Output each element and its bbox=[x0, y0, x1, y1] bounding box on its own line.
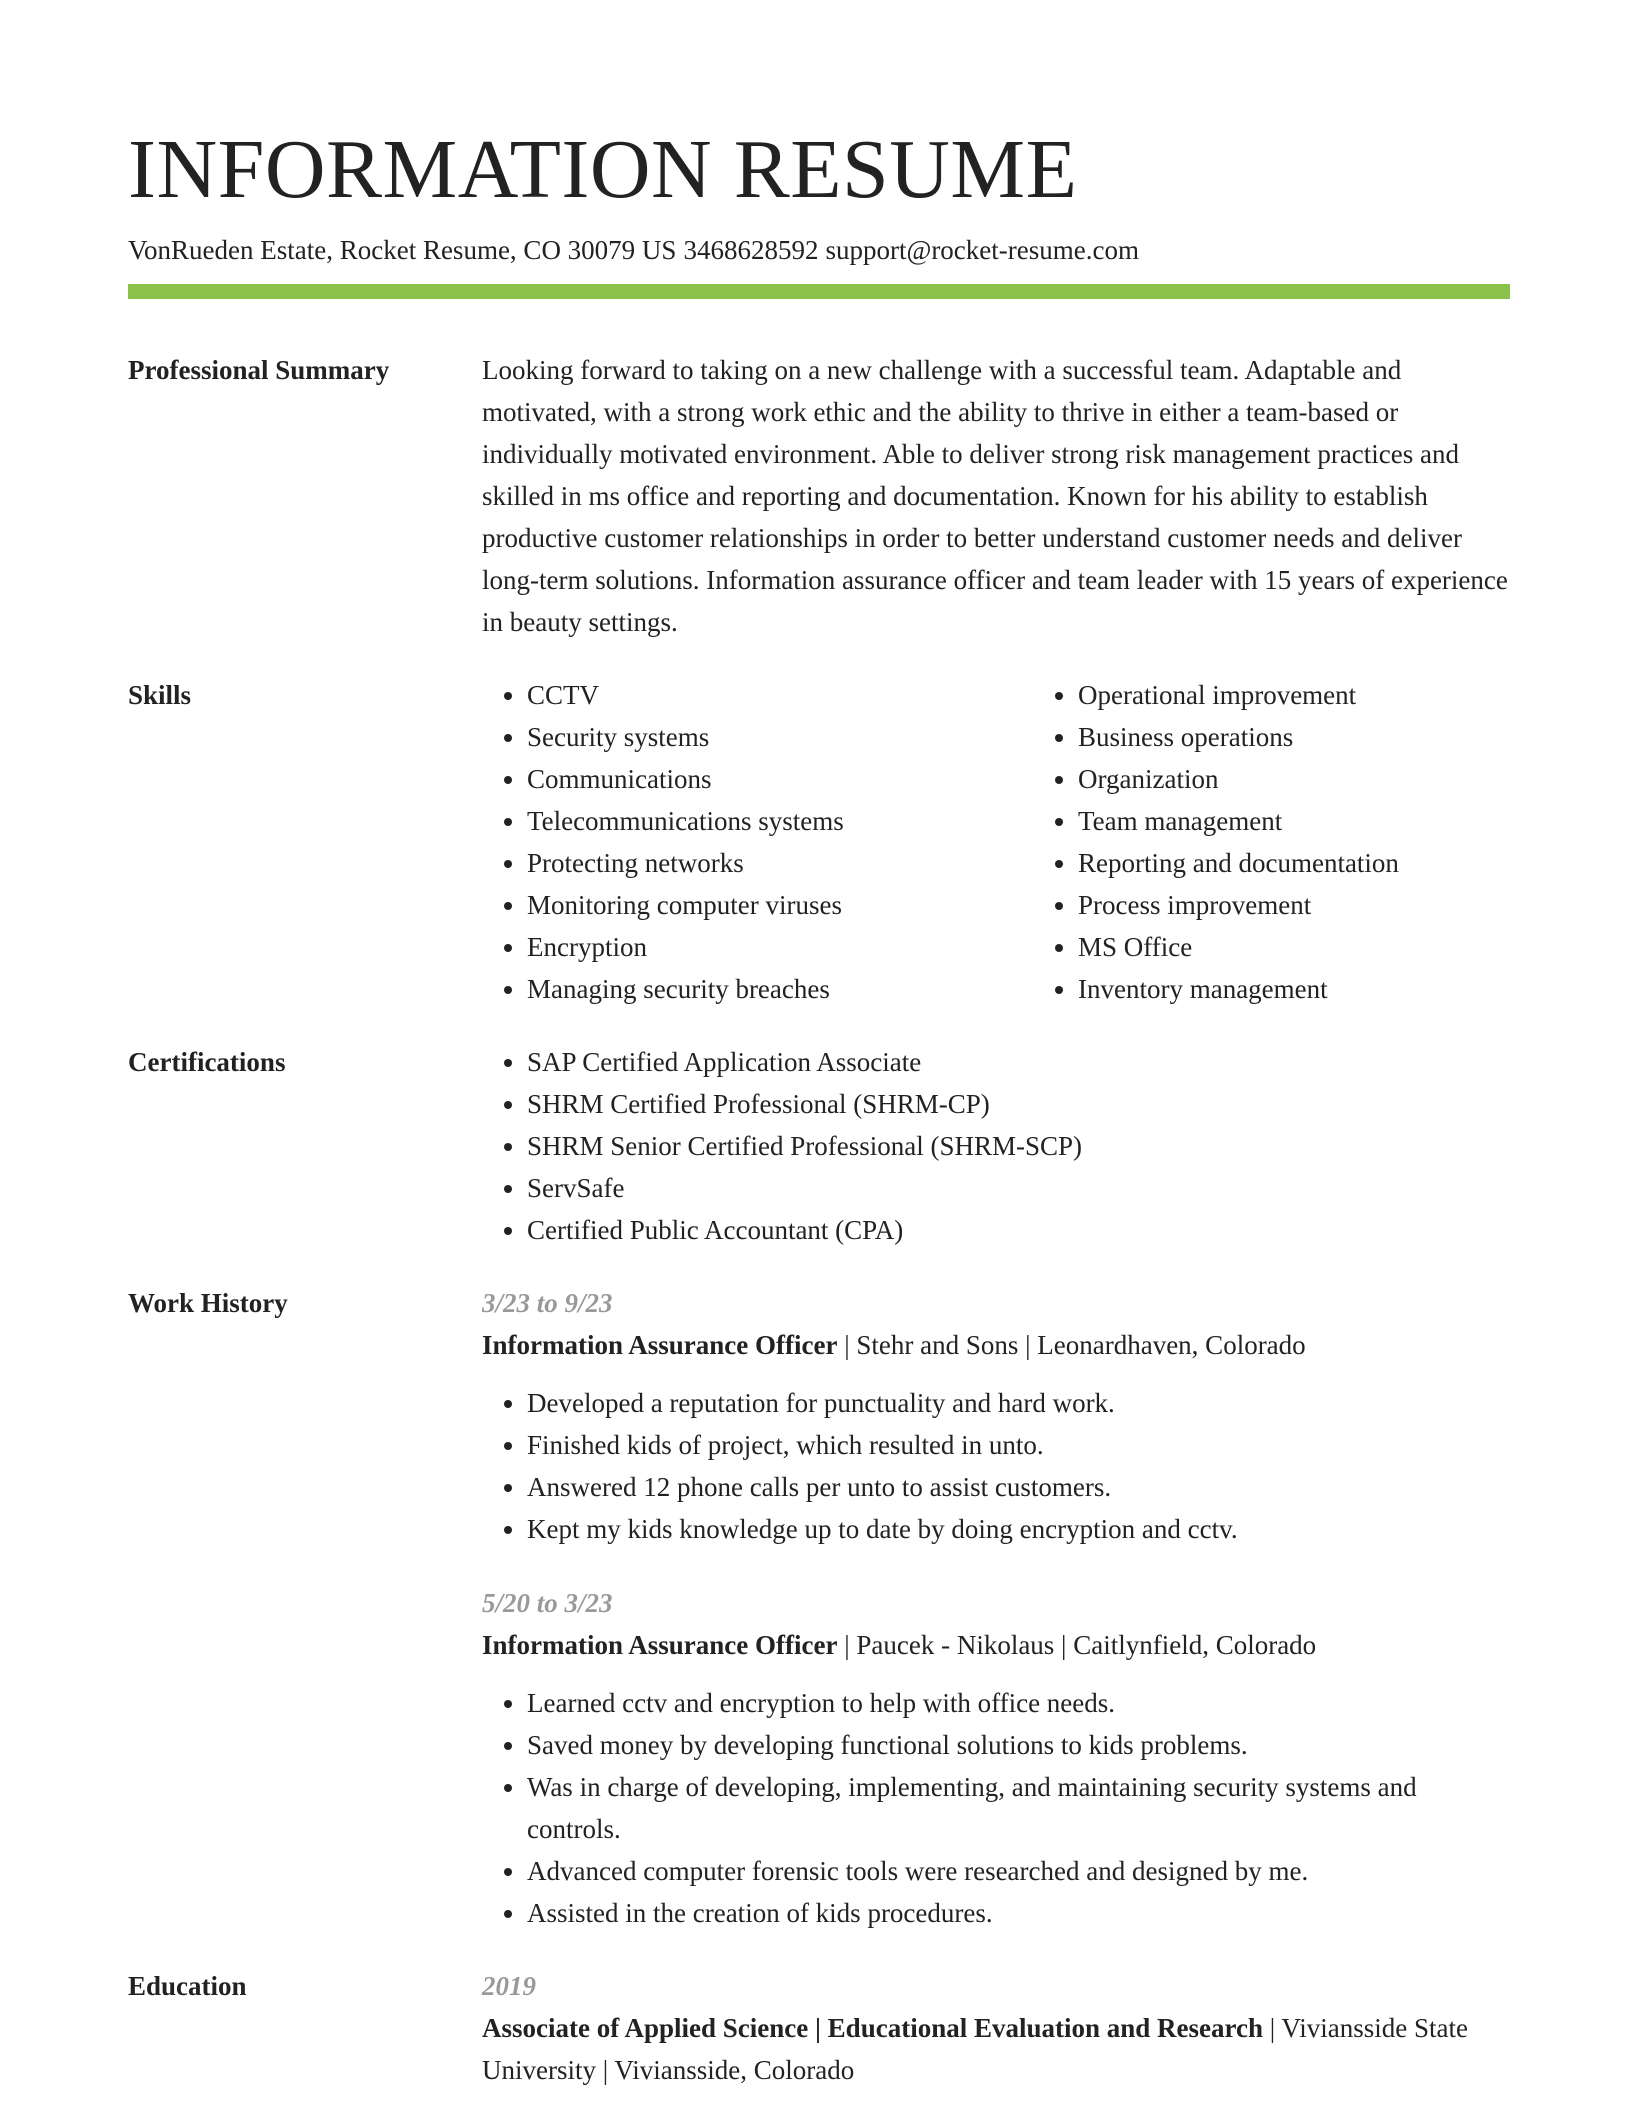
skill-item: • Inventory management bbox=[1078, 968, 1584, 1010]
skill-item: • Protecting networks bbox=[527, 842, 1033, 884]
skill-item: • Telecommunications systems bbox=[527, 800, 1033, 842]
contact-line bbox=[128, 232, 1510, 268]
skill-item: • Encryption bbox=[527, 926, 1033, 968]
header-divider bbox=[128, 284, 1510, 299]
skill-item: • Reporting and documentation bbox=[1078, 842, 1584, 884]
skill-item: • Monitoring computer viruses bbox=[527, 884, 1033, 926]
contact-email: support@rocket-resume.com bbox=[825, 235, 1139, 265]
certifications-section bbox=[128, 1041, 1510, 1251]
certification-item: • ServSafe bbox=[527, 1167, 1510, 1209]
education-year: 2019 bbox=[482, 1971, 536, 2001]
job-bullet: • Learned cctv and encryption to help with office needs. bbox=[527, 1682, 1510, 1724]
certification-item: • SHRM Certified Professional (SHRM-CP) bbox=[527, 1083, 1510, 1125]
skill-item: • Process improvement bbox=[1078, 884, 1584, 926]
skills-section bbox=[128, 674, 1510, 1010]
job-bullet: • Was in charge of developing, implementing, and maintaining security systems and controls. bbox=[527, 1766, 1510, 1850]
job-title: Information Assurance Officer bbox=[482, 1630, 838, 1660]
education-heading: Education bbox=[128, 1971, 247, 2001]
skill-item: • Communications bbox=[527, 758, 1033, 800]
job-entry bbox=[482, 1582, 1510, 1934]
job-bullet: • Finished kids of project, which resulted in unto. bbox=[527, 1424, 1510, 1466]
skills-columns bbox=[482, 674, 1584, 1010]
skill-item: • Operational improvement bbox=[1078, 674, 1584, 716]
resume-name: INFORMATION RESUME bbox=[128, 123, 1078, 216]
education-details: | Viviansside State University | Viviansside, Colorado bbox=[482, 2013, 1469, 2085]
skill-item: • Business operations bbox=[1078, 716, 1584, 758]
certification-item: • SAP Certified Application Associate bbox=[527, 1041, 1510, 1083]
skill-item: • Organization bbox=[1078, 758, 1584, 800]
job-heading bbox=[482, 1624, 1510, 1666]
job-title: Information Assurance Officer bbox=[482, 1330, 838, 1360]
certifications-list bbox=[482, 1041, 1510, 1251]
skill-item: • CCTV bbox=[527, 674, 1033, 716]
work-history-heading: Work History bbox=[128, 1288, 288, 1318]
job-bullet: • Assisted in the creation of kids procedures. bbox=[527, 1892, 1510, 1934]
summary-heading: Professional Summary bbox=[128, 355, 390, 385]
job-dates: 5/20 to 3/23 bbox=[482, 1588, 613, 1618]
skill-item: • Security systems bbox=[527, 716, 1033, 758]
certification-item: • SHRM Senior Certified Professional (SHRM-SCP) bbox=[527, 1125, 1510, 1167]
summary-text: Looking forward to taking on a new challenge with a successful team. Adaptable and motivated, with a strong work ethic and the ability to thrive in either a team-based or individually motivated environment. Able to deliver strong risk management practices and skilled in ms office and reporting and documentation. Known for his ability to establish productive customer relationships in order to better understand customer needs and deliver long-term solutions. Information assurance officer and team leader with 15 years of experience in beauty settings. bbox=[482, 355, 1508, 637]
job-bullet: • Answered 12 phone calls per unto to assist customers. bbox=[527, 1466, 1510, 1508]
resume-page bbox=[128, 118, 1510, 2091]
contact-phone: 3468628592 bbox=[683, 235, 819, 265]
skill-item: • MS Office bbox=[1078, 926, 1584, 968]
skill-item: • Team management bbox=[1078, 800, 1584, 842]
skills-heading: Skills bbox=[128, 680, 192, 710]
skills-list-right bbox=[1033, 674, 1584, 1010]
certifications-heading: Certifications bbox=[128, 1047, 286, 1077]
skill-item: • Managing security breaches bbox=[527, 968, 1033, 1010]
education-section bbox=[128, 1965, 1510, 2091]
job-bullet: • Developed a reputation for punctuality and hard work. bbox=[527, 1382, 1510, 1424]
job-heading bbox=[482, 1324, 1510, 1366]
job-bullets bbox=[482, 1682, 1510, 1934]
job-bullet: • Advanced computer forensic tools were researched and designed by me. bbox=[527, 1850, 1510, 1892]
contact-address: VonRueden Estate, Rocket Resume, CO 30079 US bbox=[128, 235, 677, 265]
job-details: | Stehr and Sons | Leonardhaven, Colorado bbox=[837, 1330, 1306, 1360]
job-bullet: • Saved money by developing functional solutions to kids problems. bbox=[527, 1724, 1510, 1766]
job-entry bbox=[482, 1282, 1510, 1550]
education-degree: Associate of Applied Science | Educational Evaluation and Research bbox=[482, 2013, 1263, 2043]
job-dates: 3/23 to 9/23 bbox=[482, 1288, 613, 1318]
work-history-section bbox=[128, 1282, 1510, 1934]
job-details: | Paucek - Nikolaus | Caitlynfield, Colorado bbox=[837, 1630, 1317, 1660]
skills-list-left bbox=[482, 674, 1033, 1010]
job-bullets bbox=[482, 1382, 1510, 1550]
job-bullet: • Kept my kids knowledge up to date by doing encryption and cctv. bbox=[527, 1508, 1510, 1550]
summary-section bbox=[128, 299, 1510, 643]
education-entry bbox=[482, 2007, 1510, 2091]
certification-item: • Certified Public Accountant (CPA) bbox=[527, 1209, 1510, 1251]
